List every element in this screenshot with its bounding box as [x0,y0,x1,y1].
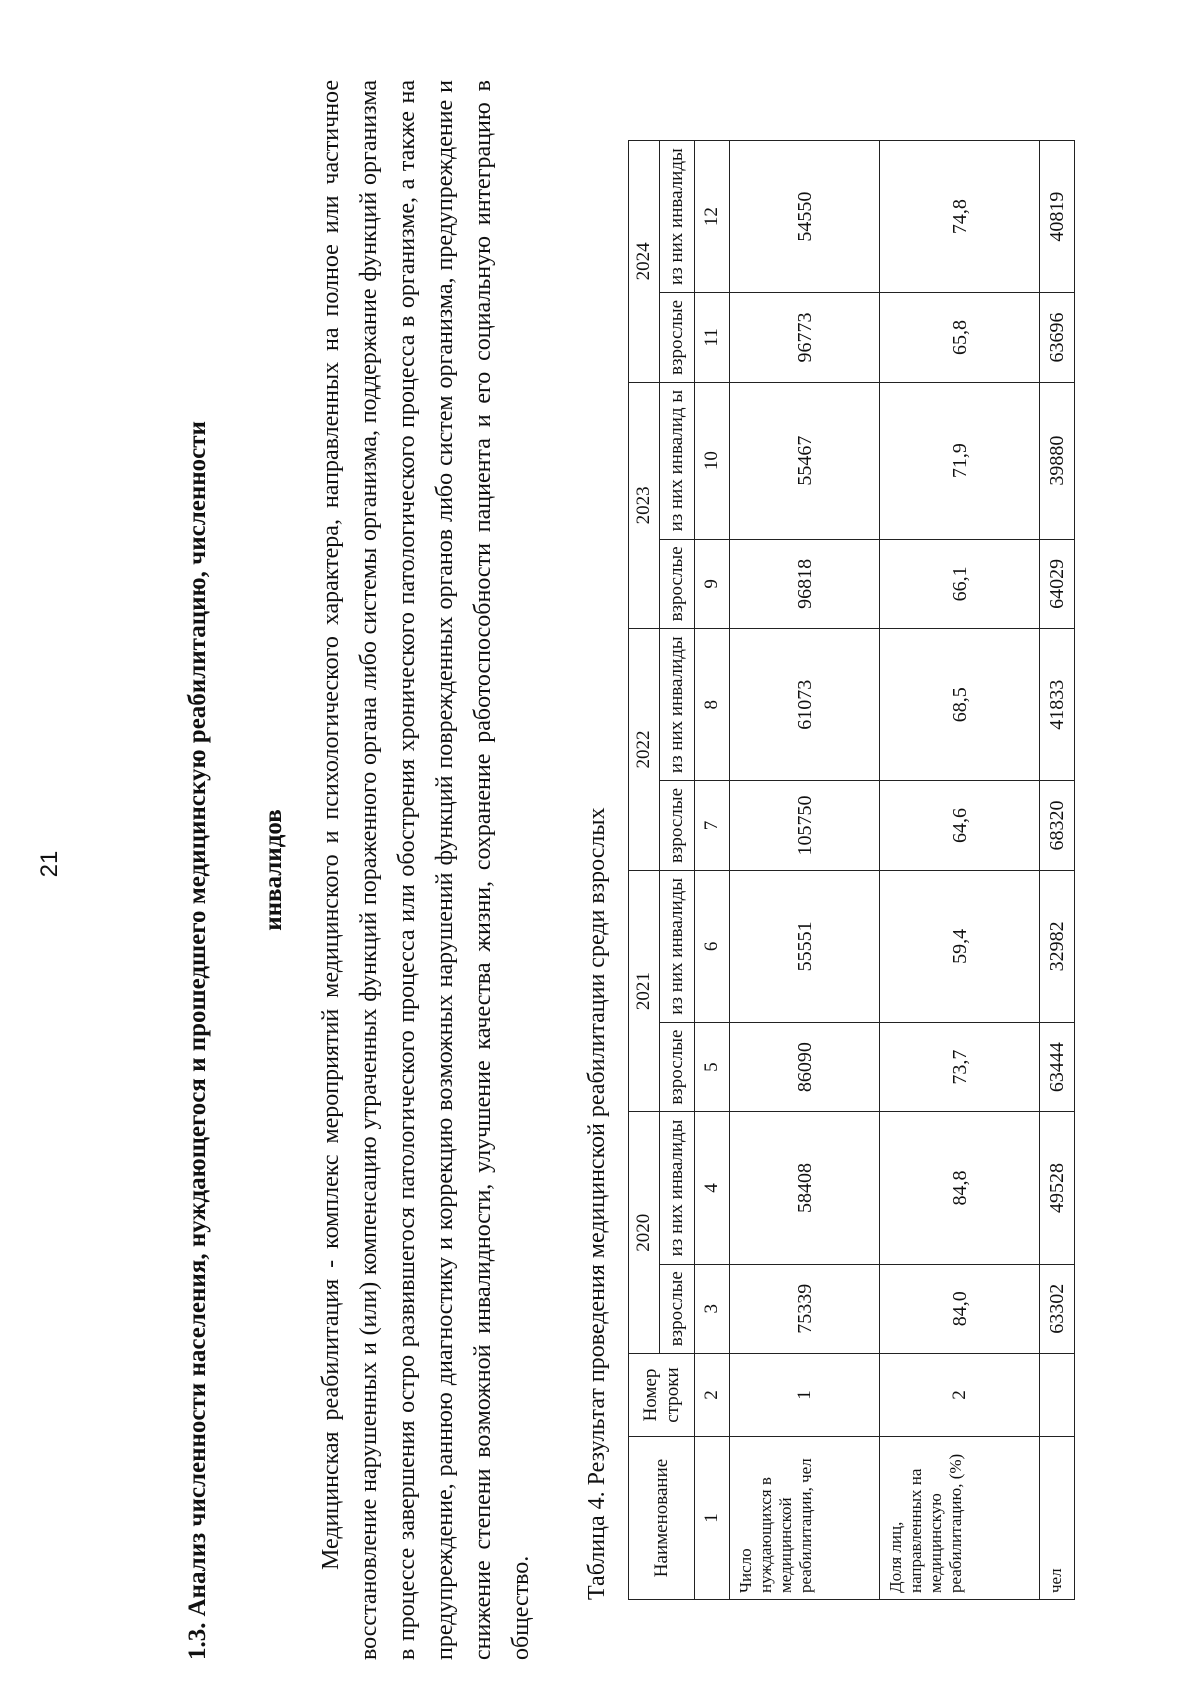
cell-value: 73,7 [880,1022,1040,1111]
cell-value: 84,8 [880,1112,1040,1264]
index-cell: 7 [695,781,730,870]
table-row [1040,141,1075,1600]
sub-header: взрослые [660,1264,695,1353]
cell-value: 66,1 [880,539,1040,628]
cell-value: 74,8 [880,141,1040,293]
year-header-2020: 2020 [629,1112,660,1354]
cell-value: 58408 [730,1112,880,1264]
cell-value: 96818 [730,539,880,628]
year-header-2024: 2024 [629,141,660,383]
cell-value: 63444 [1040,1022,1075,1111]
cell-value: 68320 [1040,781,1075,870]
cell-value: 75339 [730,1264,880,1353]
cell-value: 55551 [730,870,880,1022]
cell-value: 49528 [1040,1112,1075,1264]
cell-value: 84,0 [880,1264,1040,1353]
cell-value: 86090 [730,1022,880,1111]
section-number: 1.3. [184,1622,211,1660]
cell-value: 71,9 [880,382,1040,539]
year-header-2023: 2023 [629,382,660,628]
index-cell: 9 [695,539,730,628]
row-name: чел [1040,1437,1075,1600]
table-caption: Таблица 4. Результат проведения медицинской реабилитации среди взрослых [584,807,610,1600]
index-cell: 5 [695,1022,730,1111]
page-content [140,80,1150,1660]
sub-header: взрослые [660,293,695,382]
cell-value: 63302 [1040,1264,1075,1353]
row-number [1040,1354,1075,1437]
cell-value: 32982 [1040,870,1075,1022]
year-header-2021: 2021 [629,870,660,1112]
cell-value: 41833 [1040,629,1075,781]
row-name: Число нуждающихся в медицинской реабилитации, чел [730,1437,880,1600]
header-row-years [629,141,660,1600]
table-row [730,141,880,1600]
sub-header: из них инвалид ы [660,382,695,539]
page-number: 21 [36,850,63,878]
cell-value: 54550 [730,141,880,293]
cell-value: 39880 [1040,382,1075,539]
cell-value: 63696 [1040,293,1075,382]
index-cell: 8 [695,629,730,781]
cell-value: 59,4 [880,870,1040,1022]
cell-value: 68,5 [880,629,1040,781]
table-row [880,141,1040,1600]
results-table [628,140,1075,1600]
cell-value: 55467 [730,382,880,539]
sub-header: из них инвалиды [660,870,695,1022]
section-title-line2: инвалидов [260,809,287,931]
index-cell: 11 [695,293,730,382]
cell-value: 65,8 [880,293,1040,382]
index-cell: 10 [695,382,730,539]
cell-value: 64,6 [880,781,1040,870]
year-header-2022: 2022 [629,629,660,871]
section-title-line1: Анализ численности населения, нуждающегося и прошедшего медицинскую реабилитацию, численности [184,421,211,1617]
sub-header: из них инвалиды [660,629,695,781]
index-cell: 12 [695,141,730,293]
index-cell: 6 [695,870,730,1022]
cell-value: 40819 [1040,141,1075,293]
row-number: 2 [880,1354,1040,1437]
body-paragraph: Медицинская реабилитация - комплекс мероприятий медицинского и психологического характера, направленных на полное или частичное восстановление нарушенных и (или) компенсацию утраченных функций пораженного органа либо системы организма, поддержание функций организма в процессе завершения остро развившегося патологического процесса или обострения хронического патологического процесса в организме, а также на предупреждение, раннюю диагностику и коррекцию возможных нарушений функций поврежденных органов либо систем организма, предупреждение и снижение степени возможной инвалидности, улучшение качества жизни, сохранение работоспособности пациента и его социальную интеграцию в общество. [318,80,534,1660]
row-number: 1 [730,1354,880,1437]
col-header-name: Наименование [629,1437,695,1600]
sub-header: взрослые [660,539,695,628]
sub-header: из них инвалиды [660,1112,695,1264]
col-header-row-number: Номер строки [629,1354,695,1437]
cell-value: 105750 [730,781,880,870]
cell-value: 96773 [730,293,880,382]
sub-header: взрослые [660,1022,695,1111]
cell-value: 61073 [730,629,880,781]
sub-header: из них инвалиды [660,141,695,293]
section-heading [180,80,216,1660]
index-cell: 1 [695,1437,730,1600]
row-name: Доля лиц, направленных на медицинскую реабилитацию, (%) [880,1437,1040,1600]
index-cell: 3 [695,1264,730,1353]
header-row-index [695,141,730,1600]
sub-header: взрослые [660,781,695,870]
cell-value: 64029 [1040,539,1075,628]
index-cell: 4 [695,1112,730,1264]
index-cell: 2 [695,1354,730,1437]
